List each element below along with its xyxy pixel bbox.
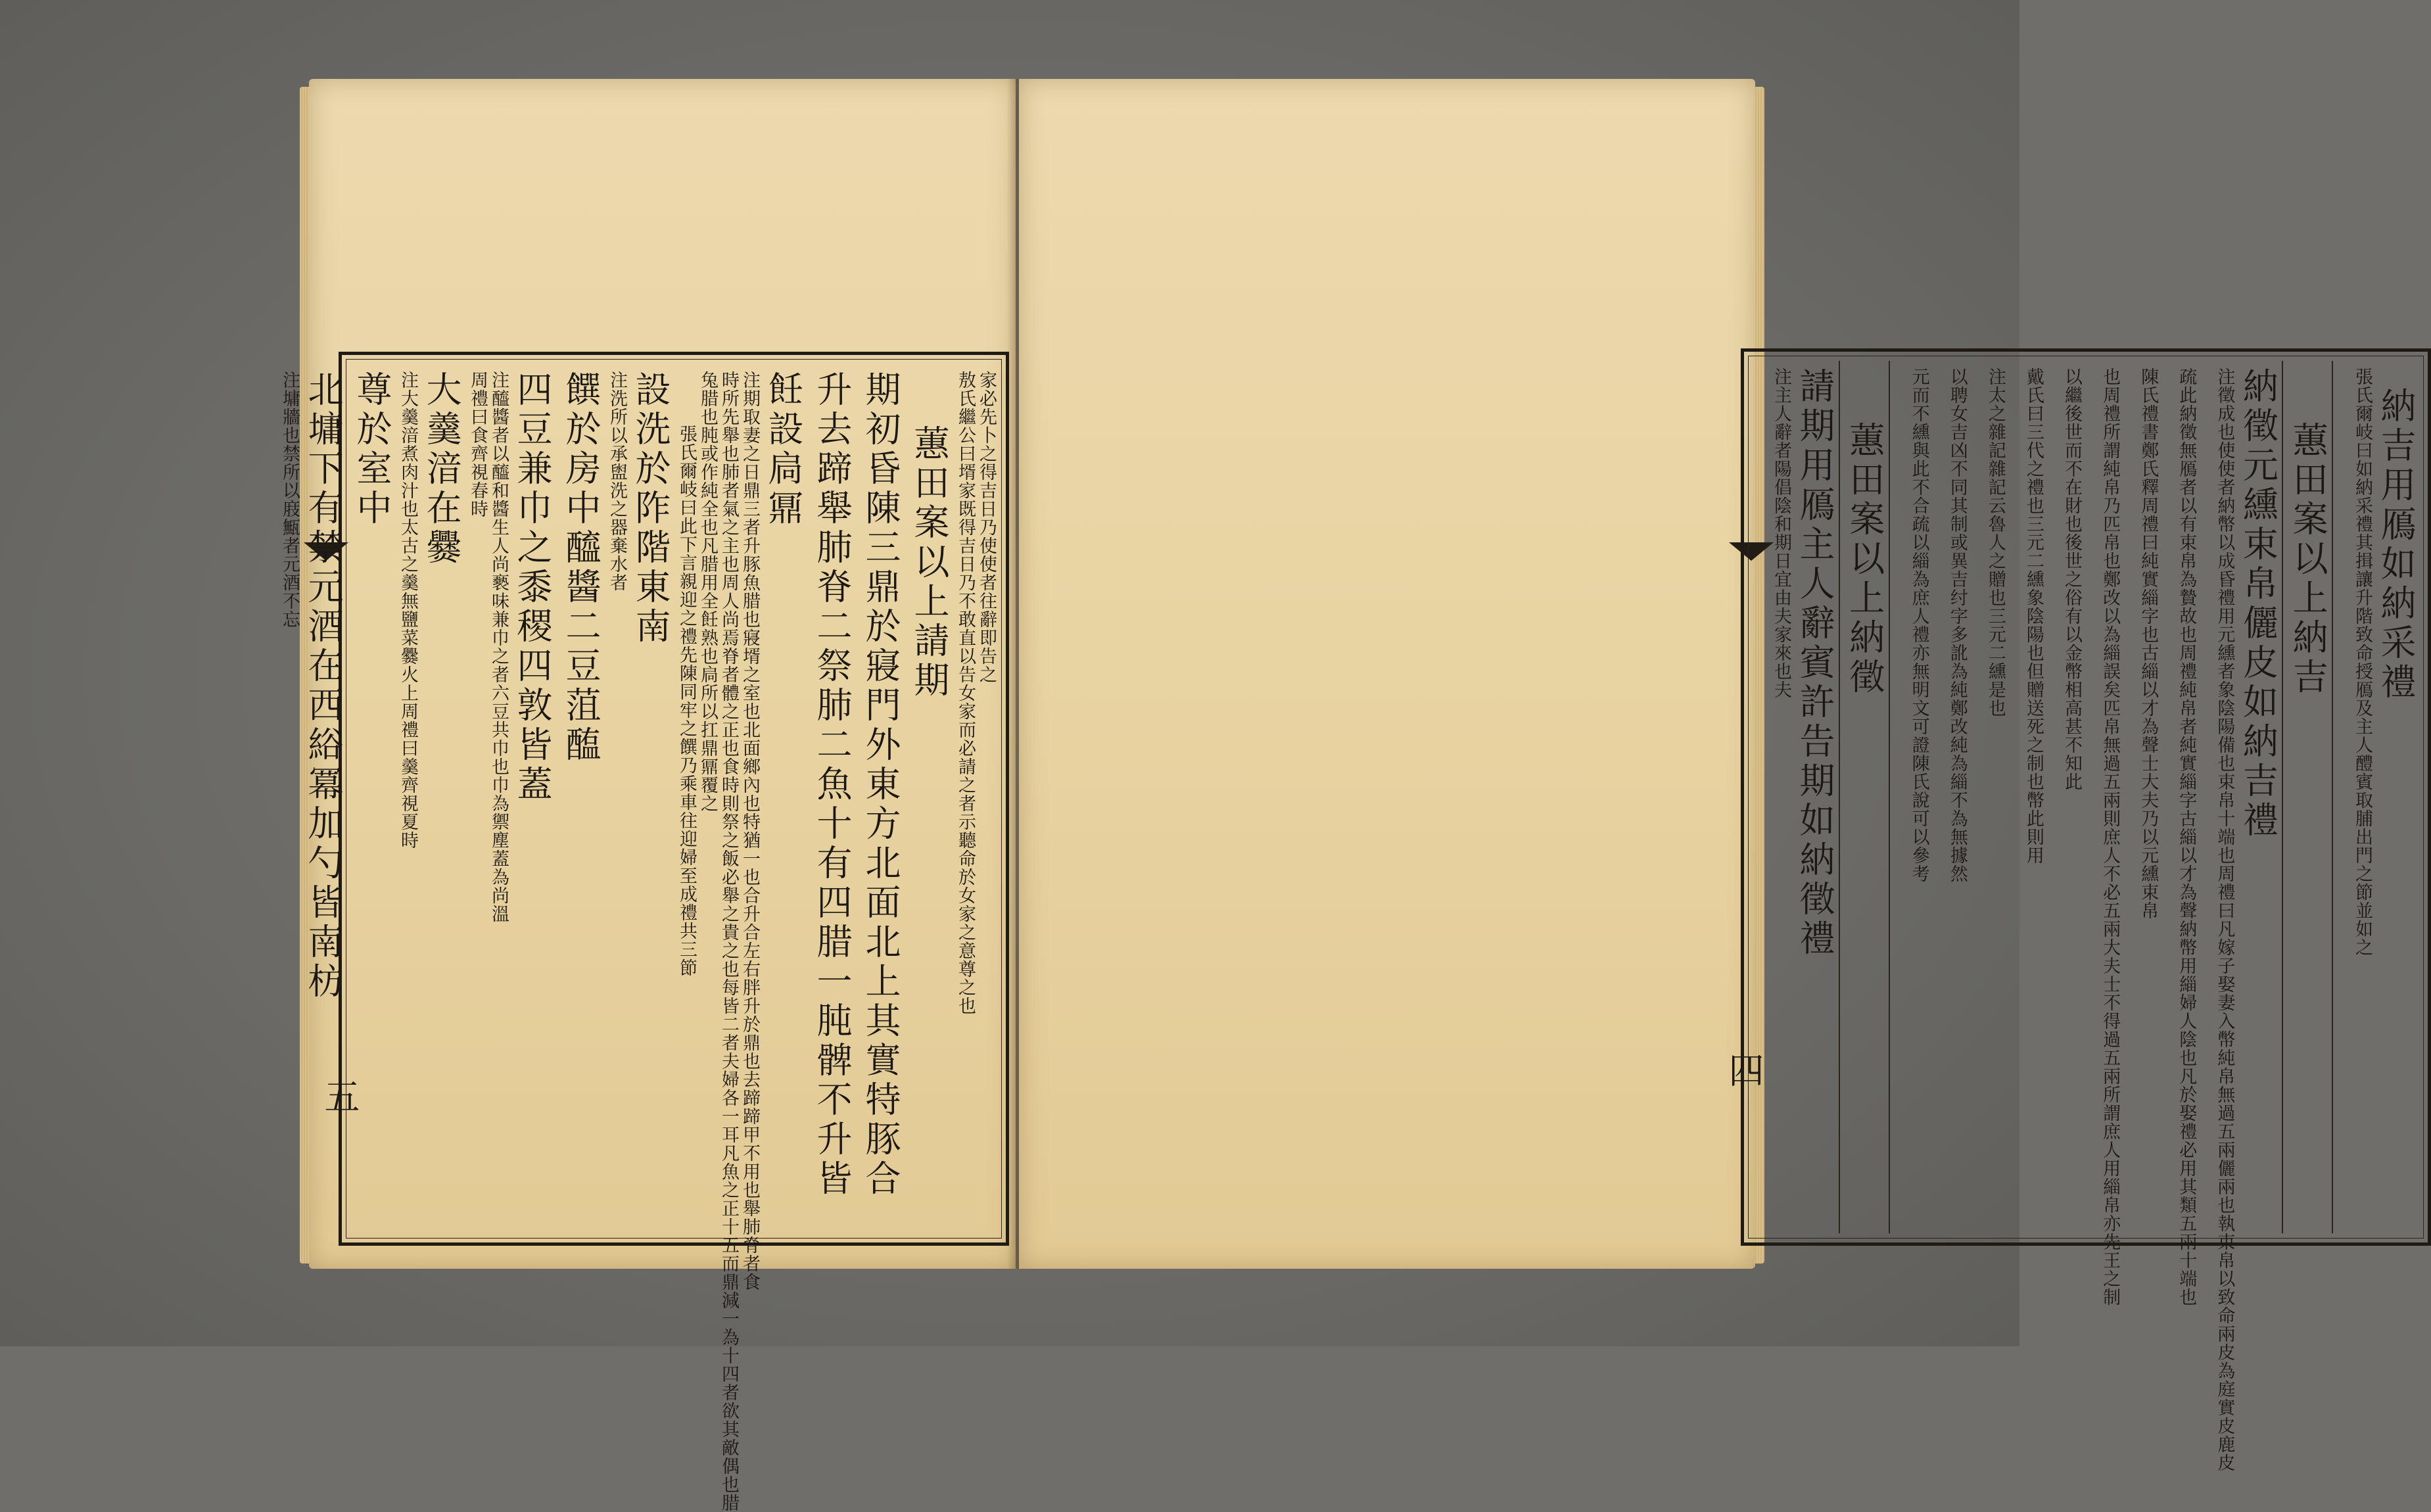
open-book [279,79,2417,1512]
commentary-column: 注主人辭者陽倡陰和期日宜由夫家來也夫 [1771,367,1791,699]
left-page [279,79,1016,1512]
main-text-column: 設洗於阼階東南 [630,371,671,647]
left-page-number: 五 [319,1078,360,1114]
commentary-column: 周禮曰食齊視春時 [467,371,488,518]
commentary-column: 注墉牆也禁所以庪甒者元酒不忘 [279,371,300,628]
main-text-column: 大羹湆在爨 [421,371,462,568]
commentary-column: 時所先舉也肺者氣之主也周人尚焉脊者體之正也食時則祭之飯必舉之貴之也每皆二者夫婦各一耳凡魚之正十五而鼎減一為十四者欲其敵偶也腊 [719,371,739,1512]
column-rule [1839,361,1840,1233]
commentary-column: 也周禮所謂純帛乃匹帛也鄭改以為緇誤矣匹帛無過五兩則庶人不必五兩大夫士不得過五兩所謂庶人用緇帛亦先王之制 [2100,367,2121,1306]
main-text-column: 期初昏陳三鼎於寢門外東方北面北上其實特豚合 [860,371,901,1199]
commentary-column: 注徵成也使使者納幣以成昏禮用元纁者象陰陽備也束帛十端也周禮曰凡嫁子娶妻入幣純帛無過五兩儷兩也執束帛以致命兩皮為庭實皮鹿皮 [2214,367,2235,1472]
main-text-column: 升去蹄舉肺脊二祭肺二魚十有四腊一肫髀不升皆 [811,371,853,1199]
main-text-column: 納吉用鴈如納采禮 [2375,387,2417,703]
commentary-column: 注醯醬者以醯和醬生人尚褻味兼巾之者六豆共巾也巾為禦塵蓋為尚溫 [488,371,509,923]
commentary-column: 戴氏曰三代之禮也三元二纁象陰陽也但贈送死之制也幣此則用 [2023,367,2044,864]
main-text-column: 蕙田案以上納吉 [2287,421,2329,697]
commentary-column: 注期取妻之日鼎三者升豚魚腊也寢壻之室也北面鄉內也特猶一也合升合左右胖升於鼎也去蹄蹄甲不用也舉肺脊者食 [740,371,760,1291]
commentary-column: 敖氏繼公曰壻家既得吉日乃不敢直以告女家而必請之者示聽命於女家之意尊之也 [955,371,976,1015]
main-text-column: 蕙田案以上請期 [909,425,950,701]
commentary-column: 注洗所以承盥洗之器棄水者 [607,371,627,592]
left-text-columns [279,364,997,1512]
right-text-frame [1741,348,2431,1472]
commentary-column: 張氏爾岐曰此下言親迎之禮先陳同牢之饌乃乘車往迎婦至成禮共三節 [676,425,697,977]
commentary-column: 以繼後世而不在財也後世之俗有以金幣相高甚不知此 [2062,367,2082,791]
right-page [1019,79,2417,1472]
commentary-column: 陳氏禮書鄭氏釋周禮曰純實緇字也古緇以才為聲士大夫乃以元纁束帛 [2138,367,2159,920]
commentary-column: 注大羹湆煮肉汁也太古之羹無鹽菜爨火上周禮曰羹齊視夏時 [398,371,418,849]
commentary-column: 元而不纁與此不合疏以緇為庶人禮亦無明文可證陳氏說可以參考 [1908,367,1929,883]
main-text-column: 北墉下有禁元酒在西綌冪加勺皆南枋 [302,371,344,1002]
left-text-frame [279,352,1009,1512]
commentary-column: 家必先卜之得吉日乃使使者往辭即告之 [976,371,997,684]
commentary-column: 兔腊也肫或作純全也凡腊用全飪熟也扃所以扛鼎鼏覆之 [697,371,718,813]
column-rule [2332,361,2333,1233]
column-rule [1889,361,1890,1233]
main-text-column: 納徵元纁束帛儷皮如納吉禮 [2237,367,2279,841]
main-text-column: 尊於室中 [351,371,392,529]
main-text-column: 請期用鴈主人辭賓許告期如納徵禮 [1794,367,1835,959]
main-text-column: 飪設扃鼏 [763,371,804,529]
right-text-columns [1753,361,2419,1472]
right-page-number: 四 [1723,1052,1764,1087]
main-text-column: 饌於房中醯醬二豆菹醢 [560,371,602,765]
commentary-column: 以聘女吉凶不同其制或異吉纣字多訛為純鄭改純為緇不為無據然 [1947,367,1968,883]
main-text-column: 四豆兼巾之黍稷四敦皆蓋 [511,371,553,805]
commentary-column: 張氏爾岐曰如納采禮其揖讓升階致命授鴈及主人醴賓取脯出門之節並如之 [2352,367,2372,957]
column-rule [2282,361,2283,1233]
commentary-column: 注太之雜記雜記云魯人之贈也三元二纁是也 [1985,367,2006,717]
commentary-column: 疏此納徵無鴈者以有束帛為贄故也周禮純帛者純實緇字古緇以才為聲納幣用緇婦人陰也凡於娶禮必用其類五兩十端也 [2176,367,2197,1306]
main-text-column: 蕙田案以上納徵 [1843,421,1885,697]
